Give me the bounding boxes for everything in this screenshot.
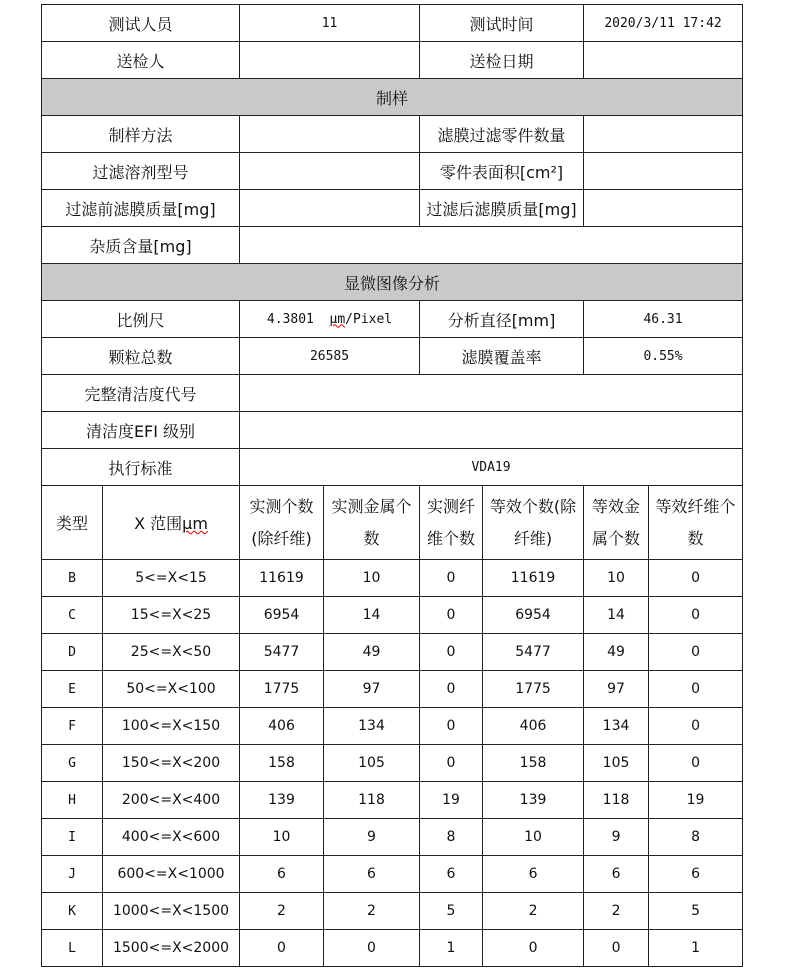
- col-equiv-fiber-header: 等效纤维个数: [649, 486, 743, 560]
- row-equiv: 406: [483, 708, 584, 745]
- scale-um: μm: [329, 311, 346, 327]
- scale-unit: /Pixel: [345, 311, 393, 327]
- cleanliness-code-value: [240, 375, 743, 412]
- row-equiv: 6: [483, 856, 584, 893]
- filtered-parts-label: 滤膜过滤零件数量: [420, 116, 584, 153]
- row-measured-fiber: 0: [420, 671, 483, 708]
- table-row: [42, 745, 743, 782]
- table-row: [42, 708, 743, 745]
- row-measured-fiber: 8: [420, 819, 483, 856]
- row-equiv-metal: 6: [584, 856, 649, 893]
- total-particles-label: 颗粒总数: [42, 338, 240, 375]
- surface-area-label: 零件表面积[cm²]: [420, 153, 584, 190]
- prep-method-value: [240, 116, 420, 153]
- test-time-label: 测试时间: [420, 5, 584, 42]
- row-equiv-fiber: 6: [649, 856, 743, 893]
- row-equiv-metal: 97: [584, 671, 649, 708]
- row-measured-metal: 6: [324, 856, 420, 893]
- row-measured: 139: [240, 782, 324, 819]
- row-equiv-metal: 10: [584, 560, 649, 597]
- row-measured-fiber: 0: [420, 745, 483, 782]
- mass-before-label: 过滤前滤膜质量[mg]: [42, 190, 240, 227]
- solvent-value: [240, 153, 420, 190]
- row-measured-metal: 97: [324, 671, 420, 708]
- row-equiv-fiber: 8: [649, 819, 743, 856]
- col-range-header: [103, 486, 240, 560]
- row-measured: 11619: [240, 560, 324, 597]
- row-equiv-fiber: 0: [649, 745, 743, 782]
- row-equiv-fiber: 1: [649, 930, 743, 967]
- col-equiv-metal-header: 等效金属个数: [584, 486, 649, 560]
- table-row: [42, 819, 743, 856]
- row-range: 15<=X<25: [103, 597, 240, 634]
- row-measured-fiber: 5: [420, 893, 483, 930]
- row-equiv-metal: 49: [584, 634, 649, 671]
- row-type: K: [42, 893, 103, 930]
- table-row: [42, 856, 743, 893]
- col-measured-header: 实测个数(除纤维): [240, 486, 324, 560]
- row-range: 25<=X<50: [103, 634, 240, 671]
- col-range-prefix: X 范围: [134, 514, 183, 533]
- row-type: F: [42, 708, 103, 745]
- row-equiv-metal: 0: [584, 930, 649, 967]
- col-equiv-header: 等效个数(除纤维): [483, 486, 584, 560]
- tester-value: 11: [240, 5, 420, 42]
- row-range: 600<=X<1000: [103, 856, 240, 893]
- submit-date-value: [584, 42, 743, 79]
- row-equiv-fiber: 19: [649, 782, 743, 819]
- row-range: 5<=X<15: [103, 560, 240, 597]
- row-measured-fiber: 0: [420, 708, 483, 745]
- row-equiv-metal: 9: [584, 819, 649, 856]
- row-type: L: [42, 930, 103, 967]
- row-range: 50<=X<100: [103, 671, 240, 708]
- filtered-parts-value: [584, 116, 743, 153]
- row-measured-metal: 10: [324, 560, 420, 597]
- row-equiv-metal: 105: [584, 745, 649, 782]
- col-range-unit: μm: [182, 514, 208, 533]
- row-equiv: 5477: [483, 634, 584, 671]
- row-range: 200<=X<400: [103, 782, 240, 819]
- scale-value: [240, 301, 420, 338]
- total-particles-value: 26585: [240, 338, 420, 375]
- row-type: D: [42, 634, 103, 671]
- row-type: I: [42, 819, 103, 856]
- row-measured-metal: 2: [324, 893, 420, 930]
- impurity-label: 杂质含量[mg]: [42, 227, 240, 264]
- efi-level-value: [240, 412, 743, 449]
- row-measured-metal: 14: [324, 597, 420, 634]
- row-type: E: [42, 671, 103, 708]
- solvent-label: 过滤溶剂型号: [42, 153, 240, 190]
- test-time-value: 2020/3/11 17:42: [584, 5, 743, 42]
- row-measured-metal: 9: [324, 819, 420, 856]
- row-measured-fiber: 6: [420, 856, 483, 893]
- row-equiv-fiber: 0: [649, 634, 743, 671]
- row-measured: 2: [240, 893, 324, 930]
- mass-before-value: [240, 190, 420, 227]
- table-row: [42, 671, 743, 708]
- row-measured: 1775: [240, 671, 324, 708]
- tester-label: 测试人员: [42, 5, 240, 42]
- row-measured: 0: [240, 930, 324, 967]
- row-measured-fiber: 19: [420, 782, 483, 819]
- mass-after-label: 过滤后滤膜质量[mg]: [420, 190, 584, 227]
- table-row: [42, 560, 743, 597]
- row-equiv-fiber: 0: [649, 671, 743, 708]
- row-range: 1500<=X<2000: [103, 930, 240, 967]
- row-equiv-metal: 2: [584, 893, 649, 930]
- row-equiv: 11619: [483, 560, 584, 597]
- submitter-value: [240, 42, 420, 79]
- col-type-header: 类型: [42, 486, 103, 560]
- row-measured: 5477: [240, 634, 324, 671]
- row-equiv: 6954: [483, 597, 584, 634]
- row-measured-metal: 134: [324, 708, 420, 745]
- row-equiv-fiber: 0: [649, 708, 743, 745]
- scale-number: 4.3801: [266, 311, 314, 327]
- section-sample-prep: 制样: [42, 79, 743, 116]
- row-type: G: [42, 745, 103, 782]
- row-type: B: [42, 560, 103, 597]
- row-type: C: [42, 597, 103, 634]
- standard-label: 执行标准: [42, 449, 240, 486]
- table-row: [42, 930, 743, 967]
- row-range: 1000<=X<1500: [103, 893, 240, 930]
- surface-area-value: [584, 153, 743, 190]
- row-measured: 158: [240, 745, 324, 782]
- submit-date-label: 送检日期: [420, 42, 584, 79]
- impurity-value: [240, 227, 743, 264]
- cleanliness-code-label: 完整清洁度代号: [42, 375, 240, 412]
- cleanliness-report-table: [41, 4, 743, 967]
- row-equiv: 139: [483, 782, 584, 819]
- efi-level-label: 清洁度EFI 级别: [42, 412, 240, 449]
- row-measured: 6954: [240, 597, 324, 634]
- row-range: 150<=X<200: [103, 745, 240, 782]
- row-equiv-fiber: 0: [649, 560, 743, 597]
- row-measured-fiber: 0: [420, 634, 483, 671]
- table-row: [42, 597, 743, 634]
- row-equiv-metal: 118: [584, 782, 649, 819]
- table-row: [42, 634, 743, 671]
- row-equiv: 1775: [483, 671, 584, 708]
- diameter-label: 分析直径[mm]: [420, 301, 584, 338]
- row-equiv: 0: [483, 930, 584, 967]
- row-measured: 406: [240, 708, 324, 745]
- particle-table-header: [42, 486, 743, 560]
- prep-method-label: 制样方法: [42, 116, 240, 153]
- row-equiv-fiber: 0: [649, 597, 743, 634]
- standard-value: VDA19: [240, 449, 743, 486]
- coverage-label: 滤膜覆盖率: [420, 338, 584, 375]
- mass-after-value: [584, 190, 743, 227]
- row-type: H: [42, 782, 103, 819]
- row-measured-fiber: 1: [420, 930, 483, 967]
- row-measured-metal: 49: [324, 634, 420, 671]
- section-microscopy: 显微图像分析: [42, 264, 743, 301]
- row-equiv-fiber: 5: [649, 893, 743, 930]
- row-equiv: 2: [483, 893, 584, 930]
- table-row: [42, 782, 743, 819]
- row-equiv-metal: 14: [584, 597, 649, 634]
- row-measured-fiber: 0: [420, 597, 483, 634]
- row-measured-metal: 105: [324, 745, 420, 782]
- diameter-value: 46.31: [584, 301, 743, 338]
- row-range: 400<=X<600: [103, 819, 240, 856]
- row-equiv: 158: [483, 745, 584, 782]
- row-measured-fiber: 0: [420, 560, 483, 597]
- row-type: J: [42, 856, 103, 893]
- row-measured-metal: 0: [324, 930, 420, 967]
- col-measured-fiber-header: 实测纤维个数: [420, 486, 483, 560]
- submitter-label: 送检人: [42, 42, 240, 79]
- table-row: [42, 893, 743, 930]
- row-measured-metal: 118: [324, 782, 420, 819]
- coverage-value: 0.55%: [584, 338, 743, 375]
- row-equiv: 10: [483, 819, 584, 856]
- row-equiv-metal: 134: [584, 708, 649, 745]
- row-measured: 10: [240, 819, 324, 856]
- col-measured-metal-header: 实测金属个数: [324, 486, 420, 560]
- row-range: 100<=X<150: [103, 708, 240, 745]
- scale-label: 比例尺: [42, 301, 240, 338]
- row-measured: 6: [240, 856, 324, 893]
